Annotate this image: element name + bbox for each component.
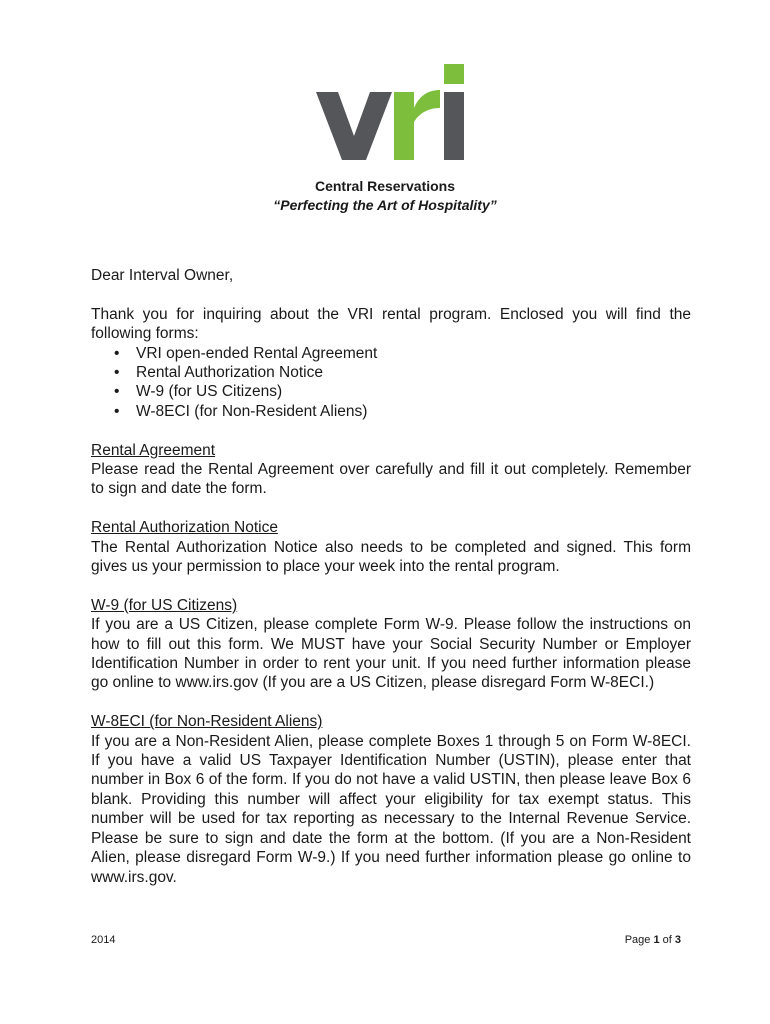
section-heading-w8eci: W-8ECI (for Non-Resident Aliens) <box>91 713 323 731</box>
header-tagline: “Perfecting the Art of Hospitality” <box>273 197 497 213</box>
logo-letter-i-dot <box>444 64 464 84</box>
forms-list <box>91 344 691 422</box>
section-text-rental-authorization: The Rental Authorization Notice also needs to be completed and signed. This form gives us your permission to place your week into the rental program. <box>91 538 691 576</box>
current-page: 1 <box>653 934 660 946</box>
section-text-rental-agreement: Please read the Rental Agreement over carefully and fill it out completely. Remember to sign and date the form. <box>91 461 691 498</box>
footer-year: 2014 <box>91 934 116 946</box>
logo-letter-i-stem <box>444 92 464 160</box>
total-pages: 3 <box>674 934 681 946</box>
vri-logo <box>316 64 466 160</box>
section-heading-rental-agreement: Rental Agreement <box>91 441 216 459</box>
footer-page-number: Page 1 of 3 <box>624 934 681 946</box>
bullet-icon: • <box>114 364 120 382</box>
bullet-icon: • <box>114 402 120 420</box>
greeting: Dear Interval Owner, <box>91 267 234 284</box>
header-title: Central Reservations <box>314 178 456 194</box>
letter-body <box>91 266 691 887</box>
bullet-icon: • <box>114 383 120 401</box>
logo-letter-v <box>316 92 392 160</box>
list-item: • W-9 (for US Citizens) <box>114 383 283 401</box>
section-text-w9: If you are a US Citizen, please complete Form W-9. Please follow the instructions on how to fill out this form. We MUST have your Social Security Number or Employer Identification Number in order to rent your unit. If you need further information please go online to www.irs.gov (If you are a US Citizen, please disregard Form W-8ECI.) <box>91 616 691 692</box>
logo-letter-r-arm <box>414 90 440 122</box>
intro-paragraph: Thank you for inquiring about the VRI rental program. Enclosed you will find the following forms: <box>91 305 691 343</box>
section-heading-w9: W-9 (for US Citizens) <box>91 596 238 614</box>
list-item: • Rental Authorization Notice <box>114 364 323 382</box>
section-heading-rental-authorization: Rental Authorization Notice <box>91 519 278 537</box>
bullet-icon: • <box>114 344 120 362</box>
logo-letter-r-stem <box>394 92 414 160</box>
section-text-w8eci: If you are a Non-Resident Alien, please complete Boxes 1 through 5 on Form W-8ECI. If you have a valid US Taxpayer Identification Number (USTIN), please enter that number in Box 6 of the form. If you do not have a valid USTIN, then please leave Box 6 blank. Providing this number will affect your eligibility for tax exempt status. This number will be used for tax reporting as necessary to the Internal Revenue Service. Please be sure to sign and date the form at the bottom. (If you are a Non-Resident Alien, please disregard Form W-9.) If you need further information please go online to www.irs.gov. <box>91 732 691 886</box>
list-item: • VRI open-ended Rental Agreement <box>114 344 378 362</box>
list-item: • W-8ECI (for Non-Resident Aliens) <box>114 402 368 420</box>
